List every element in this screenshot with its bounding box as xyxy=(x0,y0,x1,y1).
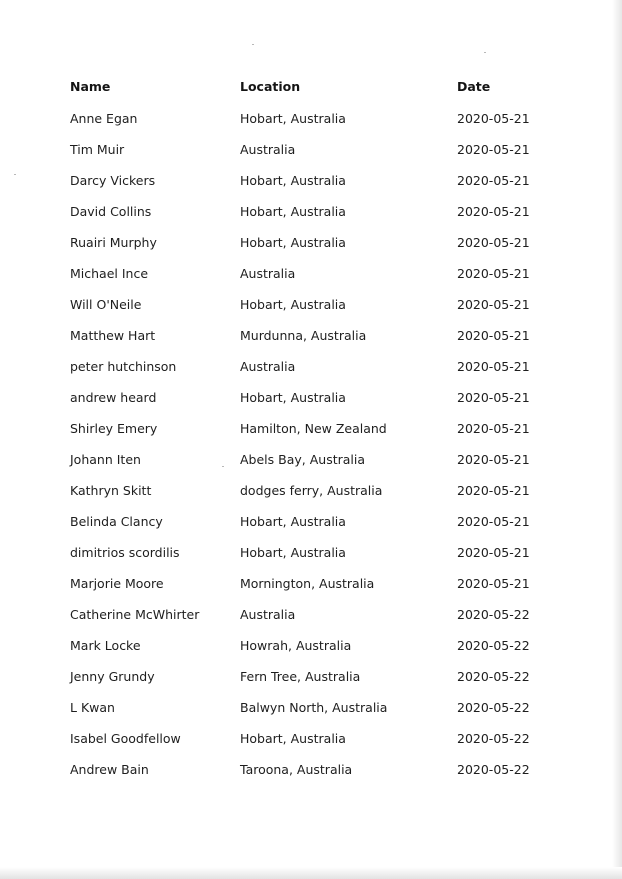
location-cell: Hamilton, New Zealand xyxy=(240,421,387,436)
location-cell: Balwyn North, Australia xyxy=(240,700,388,715)
table-row xyxy=(58,320,535,351)
location-cell: dodges ferry, Australia xyxy=(240,483,383,498)
table-row xyxy=(58,475,535,506)
table-row xyxy=(58,382,535,413)
name-cell: Ruairi Murphy xyxy=(70,235,157,250)
scan-speck xyxy=(14,174,16,175)
column-header-location: Location xyxy=(240,79,301,94)
date-cell: 2020-05-21 xyxy=(457,483,530,498)
location-cell: Fern Tree, Australia xyxy=(240,669,361,684)
name-cell: Jenny Grundy xyxy=(70,669,155,684)
table-row xyxy=(58,568,535,599)
location-cell: Australia xyxy=(240,359,296,374)
location-cell: Howrah, Australia xyxy=(240,638,352,653)
location-cell: Hobart, Australia xyxy=(240,173,346,188)
date-cell: 2020-05-21 xyxy=(457,142,530,157)
location-cell: Hobart, Australia xyxy=(240,235,346,250)
table-row xyxy=(58,413,535,444)
location-cell: Hobart, Australia xyxy=(240,731,346,746)
name-cell: Andrew Bain xyxy=(70,762,149,777)
date-cell: 2020-05-21 xyxy=(457,390,530,405)
table-header-row xyxy=(58,70,535,103)
location-cell: Abels Bay, Australia xyxy=(240,452,366,467)
table-row xyxy=(58,599,535,630)
table-row xyxy=(58,723,535,754)
date-cell: 2020-05-21 xyxy=(457,173,530,188)
date-cell: 2020-05-21 xyxy=(457,576,530,591)
table-row xyxy=(58,692,535,723)
name-cell: L Kwan xyxy=(70,700,115,715)
date-cell: 2020-05-21 xyxy=(457,545,530,560)
table-row xyxy=(58,444,535,475)
scan-speck xyxy=(252,44,254,45)
table-row xyxy=(58,289,535,320)
name-cell: Belinda Clancy xyxy=(70,514,163,529)
name-cell: andrew heard xyxy=(70,390,157,405)
name-cell: Darcy Vickers xyxy=(70,173,156,188)
column-header-name: Name xyxy=(70,79,111,94)
location-cell: Taroona, Australia xyxy=(240,762,353,777)
name-cell: Catherine McWhirter xyxy=(70,607,200,622)
location-cell: Hobart, Australia xyxy=(240,297,346,312)
location-cell: Mornington, Australia xyxy=(240,576,375,591)
location-cell: Hobart, Australia xyxy=(240,514,346,529)
name-cell: Michael Ince xyxy=(70,266,149,281)
table-row xyxy=(58,537,535,568)
name-cell: Mark Locke xyxy=(70,638,141,653)
date-cell: 2020-05-22 xyxy=(457,669,530,684)
date-cell: 2020-05-22 xyxy=(457,638,530,653)
location-cell: Australia xyxy=(240,266,296,281)
date-cell: 2020-05-21 xyxy=(457,204,530,219)
table-row xyxy=(58,103,535,134)
name-cell: Matthew Hart xyxy=(70,328,156,343)
name-cell: peter hutchinson xyxy=(70,359,177,374)
table-body xyxy=(58,103,535,785)
name-cell: Marjorie Moore xyxy=(70,576,164,591)
date-cell: 2020-05-21 xyxy=(457,359,530,374)
name-cell: Tim Muir xyxy=(70,142,125,157)
table-row xyxy=(58,351,535,382)
date-cell: 2020-05-21 xyxy=(457,266,530,281)
table-row xyxy=(58,754,535,785)
date-cell: 2020-05-21 xyxy=(457,297,530,312)
scan-speck xyxy=(484,52,486,53)
table-row xyxy=(58,258,535,289)
location-cell: Australia xyxy=(240,142,296,157)
table-row xyxy=(58,661,535,692)
name-cell: Will O'Neile xyxy=(70,297,142,312)
table-row xyxy=(58,165,535,196)
location-cell: Hobart, Australia xyxy=(240,204,346,219)
date-cell: 2020-05-22 xyxy=(457,731,530,746)
name-cell: Isabel Goodfellow xyxy=(70,731,181,746)
date-cell: 2020-05-21 xyxy=(457,328,530,343)
scan-edge-bottom xyxy=(0,867,622,879)
table-row xyxy=(58,134,535,165)
date-cell: 2020-05-21 xyxy=(457,514,530,529)
name-cell: dimitrios scordilis xyxy=(70,545,180,560)
location-cell: Hobart, Australia xyxy=(240,390,346,405)
signatories-table xyxy=(58,70,535,785)
table-row xyxy=(58,630,535,661)
date-cell: 2020-05-21 xyxy=(457,421,530,436)
date-cell: 2020-05-22 xyxy=(457,700,530,715)
location-cell: Murdunna, Australia xyxy=(240,328,367,343)
table-row xyxy=(58,506,535,537)
date-cell: 2020-05-22 xyxy=(457,762,530,777)
date-cell: 2020-05-21 xyxy=(457,235,530,250)
date-cell: 2020-05-21 xyxy=(457,452,530,467)
location-cell: Hobart, Australia xyxy=(240,545,346,560)
name-cell: David Collins xyxy=(70,204,152,219)
column-header-date: Date xyxy=(457,79,491,94)
scan-edge-right xyxy=(612,0,622,879)
table-row xyxy=(58,227,535,258)
name-cell: Shirley Emery xyxy=(70,421,158,436)
date-cell: 2020-05-21 xyxy=(457,111,530,126)
name-cell: Anne Egan xyxy=(70,111,138,126)
table-row xyxy=(58,196,535,227)
date-cell: 2020-05-22 xyxy=(457,607,530,622)
name-cell: Johann Iten xyxy=(70,452,141,467)
location-cell: Australia xyxy=(240,607,296,622)
name-cell: Kathryn Skitt xyxy=(70,483,152,498)
location-cell: Hobart, Australia xyxy=(240,111,346,126)
